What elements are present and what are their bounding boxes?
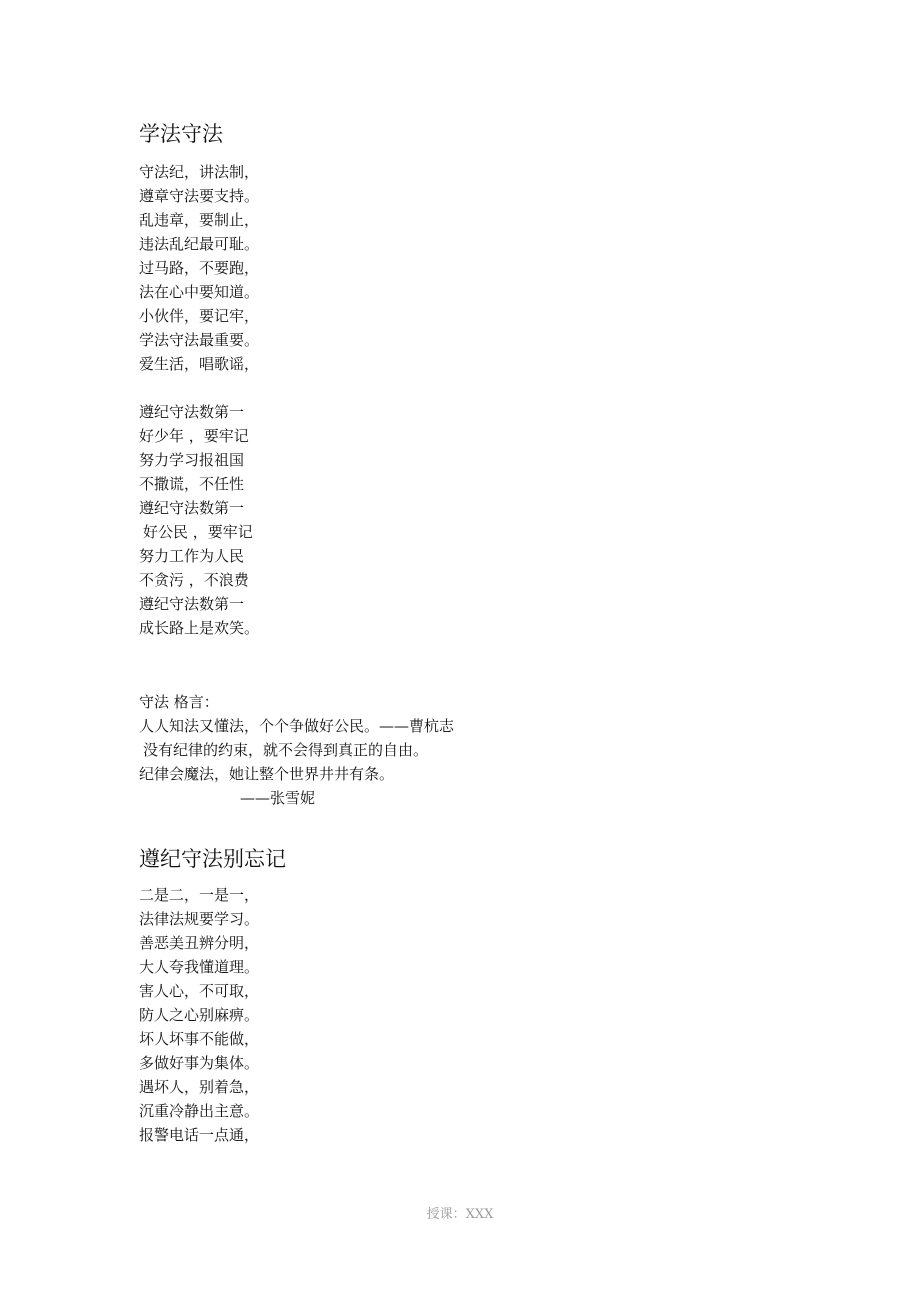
section-title-zunji-shoufa: 遵纪守法别忘记 <box>139 847 286 871</box>
poem-line: 违法乱纪最可耻。 <box>139 235 260 253</box>
poem-line: 遵纪守法数第一 <box>139 595 245 613</box>
poem-line: 沉重冷静出主意。 <box>139 1102 260 1120</box>
poem-line: 遇坏人，别着急， <box>139 1078 260 1096</box>
poem-line: 法律法规要学习。 <box>139 910 260 928</box>
poem-line: 乱违章，要制止， <box>139 211 260 229</box>
poem-line: 遵章守法要支持。 <box>139 187 260 205</box>
poem-line: 遵纪守法数第一 <box>139 403 245 421</box>
page-footer: 授课：XXX <box>426 1207 494 1222</box>
poem-line: 守法纪，讲法制， <box>139 163 260 181</box>
motto-signature: ——张雪妮 <box>240 789 316 807</box>
mottos-heading: 守法 格言： <box>139 693 219 711</box>
motto-line: 没有纪律的约束，就不会得到真正的自由。 <box>143 741 429 759</box>
poem-line: 多做好事为集体。 <box>139 1054 260 1072</box>
section-title-xuefa-shoufa: 学法守法 <box>139 122 223 146</box>
poem-line: 努力学习报祖国 <box>139 451 245 469</box>
poem-line: 努力工作为人民 <box>139 547 245 565</box>
poem-line: 大人夸我懂道理。 <box>139 958 260 976</box>
poem-line: 好少年 ，要牢记 <box>139 427 249 445</box>
motto-line: 人人知法又懂法，个个争做好公民。——曹杭志 <box>139 717 455 735</box>
poem-line: 遵纪守法数第一 <box>139 499 245 517</box>
poem-zunji-shoufa <box>139 883 259 1147</box>
poem-line: 成长路上是欢笑。 <box>139 619 260 637</box>
poem-line: 不贪污 ，不浪费 <box>139 571 249 589</box>
poem-line: 不撒谎，不任性 <box>139 475 245 493</box>
poem-line: 善恶美丑辨分明， <box>139 934 260 952</box>
poem-line: 二是二，一是一， <box>139 886 260 904</box>
poem-line: 爱生活，唱歌谣， <box>139 355 260 373</box>
poem-line: 学法守法最重要。 <box>139 331 260 349</box>
poem-line: 坏人坏事不能做， <box>139 1030 260 1048</box>
poem-line: 法在心中要知道。 <box>139 283 260 301</box>
poem-line: 报警电话一点通， <box>139 1126 260 1144</box>
poem-xuefa-shoufa <box>139 160 259 640</box>
poem-line: 防人之心别麻痹。 <box>139 1006 260 1024</box>
poem-line: 小伙伴，要记牢， <box>139 307 260 325</box>
poem-line: 好公民 ，要牢记 <box>143 523 253 541</box>
poem-line: 害人心，不可取， <box>139 982 260 1000</box>
motto-line: 纪律会魔法，她让整个世界井井有条。 <box>139 765 395 783</box>
blank-line <box>139 376 259 400</box>
poem-line: 过马路，不要跑， <box>139 259 260 277</box>
mottos-block <box>139 690 454 810</box>
